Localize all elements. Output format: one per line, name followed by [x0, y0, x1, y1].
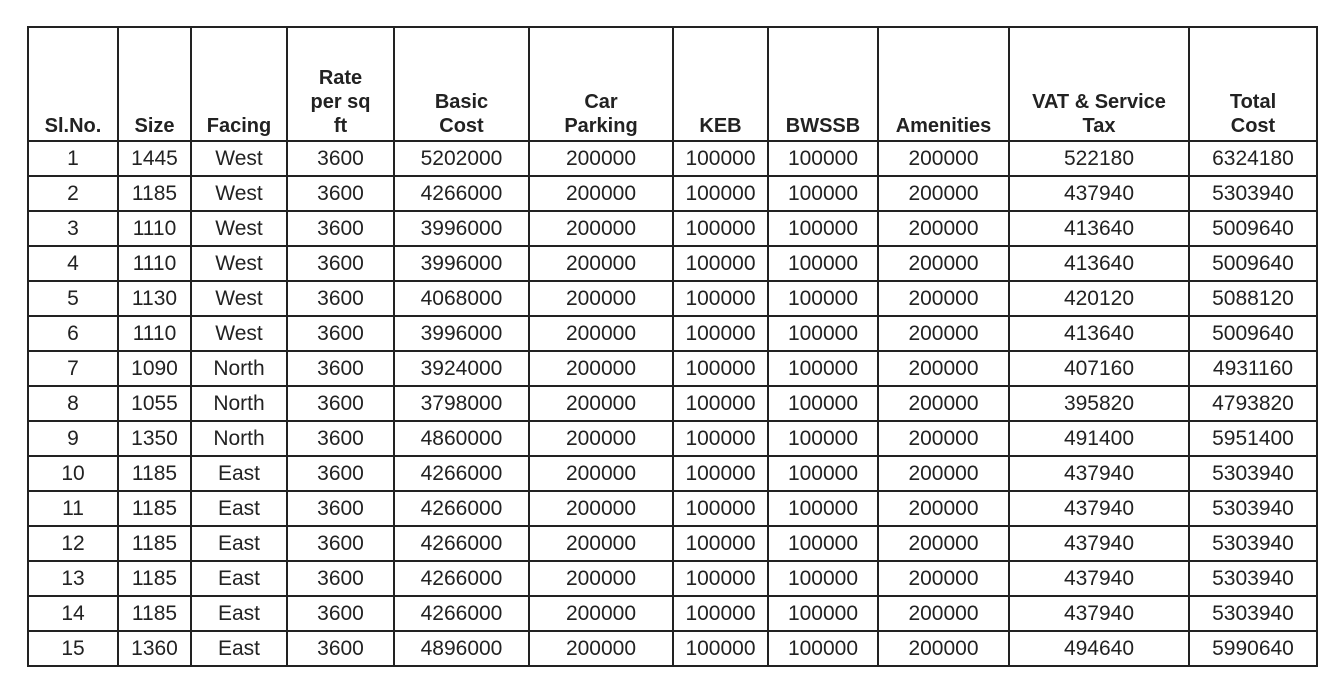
- cell-total-cost: 5303940: [1189, 561, 1317, 596]
- cell-rate: 3600: [287, 246, 394, 281]
- cell-car-parking: 200000: [529, 316, 673, 351]
- header-bwssb: [768, 27, 878, 141]
- header-basic-cost: [394, 27, 529, 141]
- cell-sl-no: 2: [28, 176, 118, 211]
- cell-size: 1185: [118, 561, 191, 596]
- table-row: [28, 456, 1317, 491]
- header-line: Cost: [439, 115, 484, 137]
- cell-keb: 100000: [673, 631, 768, 666]
- cell-total-cost: 4793820: [1189, 386, 1317, 421]
- cell-sl-no: 10: [28, 456, 118, 491]
- cell-bwssb: 100000: [768, 211, 878, 246]
- cell-bwssb: 100000: [768, 596, 878, 631]
- cell-car-parking: 200000: [529, 246, 673, 281]
- cell-vat-service-tax: 437940: [1009, 526, 1189, 561]
- cell-total-cost: 4931160: [1189, 351, 1317, 386]
- cell-keb: 100000: [673, 596, 768, 631]
- cell-bwssb: 100000: [768, 491, 878, 526]
- table-row: [28, 246, 1317, 281]
- cell-car-parking: 200000: [529, 386, 673, 421]
- cell-car-parking: 200000: [529, 176, 673, 211]
- table-body: [28, 141, 1317, 666]
- table-row: [28, 211, 1317, 246]
- cell-bwssb: 100000: [768, 456, 878, 491]
- cell-keb: 100000: [673, 176, 768, 211]
- header-row: [28, 27, 1317, 141]
- cell-sl-no: 12: [28, 526, 118, 561]
- cell-total-cost: 6324180: [1189, 141, 1317, 176]
- cell-keb: 100000: [673, 211, 768, 246]
- cell-basic-cost: 4266000: [394, 526, 529, 561]
- cell-vat-service-tax: 413640: [1009, 246, 1189, 281]
- table-row: [28, 631, 1317, 666]
- table-row: [28, 351, 1317, 386]
- cell-rate: 3600: [287, 456, 394, 491]
- table-row: [28, 421, 1317, 456]
- cell-size: 1110: [118, 211, 191, 246]
- cell-keb: 100000: [673, 526, 768, 561]
- cell-rate: 3600: [287, 421, 394, 456]
- cell-keb: 100000: [673, 386, 768, 421]
- cell-bwssb: 100000: [768, 631, 878, 666]
- cell-sl-no: 5: [28, 281, 118, 316]
- cell-basic-cost: 3996000: [394, 246, 529, 281]
- header-line: Basic: [434, 91, 489, 113]
- cell-size: 1350: [118, 421, 191, 456]
- header-vat-service-tax: [1009, 27, 1189, 141]
- cell-amenities: 200000: [878, 316, 1009, 351]
- cell-vat-service-tax: 413640: [1009, 211, 1189, 246]
- cell-amenities: 200000: [878, 386, 1009, 421]
- cell-amenities: 200000: [878, 456, 1009, 491]
- table-row: [28, 491, 1317, 526]
- cell-basic-cost: 4266000: [394, 456, 529, 491]
- header-facing: [191, 27, 287, 141]
- header-line: Tax: [1082, 115, 1116, 137]
- cell-car-parking: 200000: [529, 141, 673, 176]
- cell-vat-service-tax: 413640: [1009, 316, 1189, 351]
- cell-vat-service-tax: 437940: [1009, 456, 1189, 491]
- cell-rate: 3600: [287, 526, 394, 561]
- header-sl-no: [28, 27, 118, 141]
- cell-amenities: 200000: [878, 141, 1009, 176]
- cell-bwssb: 100000: [768, 246, 878, 281]
- cell-vat-service-tax: 407160: [1009, 351, 1189, 386]
- cell-amenities: 200000: [878, 176, 1009, 211]
- header-line: Rate: [318, 67, 363, 89]
- cell-vat-service-tax: 494640: [1009, 631, 1189, 666]
- cell-keb: 100000: [673, 281, 768, 316]
- cell-rate: 3600: [287, 561, 394, 596]
- cell-rate: 3600: [287, 351, 394, 386]
- cell-size: 1090: [118, 351, 191, 386]
- header-total-cost: [1189, 27, 1317, 141]
- cell-keb: 100000: [673, 316, 768, 351]
- table-row: [28, 561, 1317, 596]
- header-line: Car: [584, 91, 618, 113]
- cell-size: 1130: [118, 281, 191, 316]
- cell-bwssb: 100000: [768, 176, 878, 211]
- cell-sl-no: 1: [28, 141, 118, 176]
- table-row: [28, 526, 1317, 561]
- cell-basic-cost: 4896000: [394, 631, 529, 666]
- header-size: [118, 27, 191, 141]
- cell-amenities: 200000: [878, 561, 1009, 596]
- cell-sl-no: 3: [28, 211, 118, 246]
- cell-vat-service-tax: 522180: [1009, 141, 1189, 176]
- cell-keb: 100000: [673, 351, 768, 386]
- table-row: [28, 386, 1317, 421]
- cell-total-cost: 5009640: [1189, 246, 1317, 281]
- cost-table: [27, 26, 1318, 667]
- cell-size: 1185: [118, 176, 191, 211]
- cell-rate: 3600: [287, 281, 394, 316]
- cell-car-parking: 200000: [529, 631, 673, 666]
- header-line: Total: [1229, 91, 1277, 113]
- cell-basic-cost: 4266000: [394, 491, 529, 526]
- cell-basic-cost: 4266000: [394, 176, 529, 211]
- cell-vat-service-tax: 437940: [1009, 596, 1189, 631]
- cell-sl-no: 13: [28, 561, 118, 596]
- header-line: VAT & Service: [1032, 91, 1166, 113]
- cell-facing: West: [191, 281, 287, 316]
- cell-sl-no: 4: [28, 246, 118, 281]
- header-line: Cost: [1230, 115, 1276, 137]
- cell-basic-cost: 4860000: [394, 421, 529, 456]
- cell-sl-no: 6: [28, 316, 118, 351]
- cell-basic-cost: 3996000: [394, 316, 529, 351]
- cell-keb: 100000: [673, 421, 768, 456]
- cell-amenities: 200000: [878, 491, 1009, 526]
- header-line: ft: [333, 115, 348, 137]
- cell-total-cost: 5303940: [1189, 526, 1317, 561]
- cell-bwssb: 100000: [768, 316, 878, 351]
- cell-basic-cost: 4266000: [394, 596, 529, 631]
- cell-rate: 3600: [287, 141, 394, 176]
- header-amenities: [878, 27, 1009, 141]
- cell-amenities: 200000: [878, 526, 1009, 561]
- cell-basic-cost: 4266000: [394, 561, 529, 596]
- cell-vat-service-tax: 420120: [1009, 281, 1189, 316]
- cell-amenities: 200000: [878, 351, 1009, 386]
- cell-sl-no: 9: [28, 421, 118, 456]
- cell-total-cost: 5303940: [1189, 176, 1317, 211]
- cell-bwssb: 100000: [768, 141, 878, 176]
- table-row: [28, 316, 1317, 351]
- table-row: [28, 596, 1317, 631]
- cell-car-parking: 200000: [529, 281, 673, 316]
- cell-keb: 100000: [673, 561, 768, 596]
- cell-bwssb: 100000: [768, 351, 878, 386]
- cell-facing: East: [191, 631, 287, 666]
- cell-sl-no: 11: [28, 491, 118, 526]
- cell-vat-service-tax: 437940: [1009, 491, 1189, 526]
- cell-car-parking: 200000: [529, 526, 673, 561]
- cell-sl-no: 14: [28, 596, 118, 631]
- cell-keb: 100000: [673, 246, 768, 281]
- table-row: [28, 141, 1317, 176]
- cell-facing: West: [191, 246, 287, 281]
- cell-bwssb: 100000: [768, 421, 878, 456]
- cell-size: 1185: [118, 491, 191, 526]
- cell-total-cost: 5303940: [1189, 456, 1317, 491]
- header-rate-per-sq-ft: [287, 27, 394, 141]
- cell-sl-no: 8: [28, 386, 118, 421]
- cell-facing: North: [191, 351, 287, 386]
- cell-facing: East: [191, 491, 287, 526]
- cell-facing: West: [191, 176, 287, 211]
- cell-facing: West: [191, 316, 287, 351]
- cell-bwssb: 100000: [768, 281, 878, 316]
- cell-rate: 3600: [287, 386, 394, 421]
- cell-amenities: 200000: [878, 596, 1009, 631]
- cell-facing: East: [191, 561, 287, 596]
- cell-amenities: 200000: [878, 631, 1009, 666]
- header-line: Amenities: [895, 115, 992, 137]
- cell-car-parking: 200000: [529, 561, 673, 596]
- cell-total-cost: 5951400: [1189, 421, 1317, 456]
- cell-facing: West: [191, 141, 287, 176]
- cell-car-parking: 200000: [529, 421, 673, 456]
- cell-amenities: 200000: [878, 281, 1009, 316]
- cell-keb: 100000: [673, 456, 768, 491]
- cell-facing: West: [191, 211, 287, 246]
- cell-size: 1360: [118, 631, 191, 666]
- header-line: Facing: [206, 115, 272, 137]
- cell-car-parking: 200000: [529, 491, 673, 526]
- header-line: Parking: [564, 115, 638, 137]
- cell-basic-cost: 3996000: [394, 211, 529, 246]
- cell-total-cost: 5009640: [1189, 211, 1317, 246]
- cell-rate: 3600: [287, 316, 394, 351]
- table-row: [28, 281, 1317, 316]
- cell-keb: 100000: [673, 491, 768, 526]
- cell-amenities: 200000: [878, 211, 1009, 246]
- cell-facing: East: [191, 456, 287, 491]
- cell-basic-cost: 5202000: [394, 141, 529, 176]
- cell-bwssb: 100000: [768, 561, 878, 596]
- cell-facing: North: [191, 386, 287, 421]
- cell-facing: East: [191, 596, 287, 631]
- header-line: Size: [134, 115, 175, 137]
- cell-bwssb: 100000: [768, 526, 878, 561]
- cell-size: 1185: [118, 526, 191, 561]
- cell-total-cost: 5088120: [1189, 281, 1317, 316]
- cell-rate: 3600: [287, 596, 394, 631]
- cell-vat-service-tax: 395820: [1009, 386, 1189, 421]
- cell-total-cost: 5303940: [1189, 491, 1317, 526]
- cell-facing: North: [191, 421, 287, 456]
- header-line: BWSSB: [785, 115, 861, 137]
- header-line: per sq: [310, 91, 371, 113]
- cell-basic-cost: 4068000: [394, 281, 529, 316]
- cell-size: 1185: [118, 456, 191, 491]
- cell-total-cost: 5303940: [1189, 596, 1317, 631]
- cell-car-parking: 200000: [529, 456, 673, 491]
- header-line: KEB: [699, 115, 742, 137]
- cost-sheet: [27, 26, 1318, 667]
- cell-rate: 3600: [287, 491, 394, 526]
- header-line: Sl.No.: [44, 115, 102, 137]
- cell-rate: 3600: [287, 211, 394, 246]
- cell-size: 1110: [118, 316, 191, 351]
- cell-total-cost: 5009640: [1189, 316, 1317, 351]
- cell-car-parking: 200000: [529, 211, 673, 246]
- cell-rate: 3600: [287, 631, 394, 666]
- cell-sl-no: 7: [28, 351, 118, 386]
- cell-vat-service-tax: 437940: [1009, 176, 1189, 211]
- cell-bwssb: 100000: [768, 386, 878, 421]
- cell-basic-cost: 3924000: [394, 351, 529, 386]
- cell-size: 1110: [118, 246, 191, 281]
- cell-vat-service-tax: 437940: [1009, 561, 1189, 596]
- cell-facing: East: [191, 526, 287, 561]
- cell-car-parking: 200000: [529, 351, 673, 386]
- cell-car-parking: 200000: [529, 596, 673, 631]
- cell-vat-service-tax: 491400: [1009, 421, 1189, 456]
- cell-amenities: 200000: [878, 421, 1009, 456]
- header-car-parking: [529, 27, 673, 141]
- cell-rate: 3600: [287, 176, 394, 211]
- cell-amenities: 200000: [878, 246, 1009, 281]
- cell-total-cost: 5990640: [1189, 631, 1317, 666]
- table-row: [28, 176, 1317, 211]
- cell-size: 1185: [118, 596, 191, 631]
- cell-size: 1055: [118, 386, 191, 421]
- cell-basic-cost: 3798000: [394, 386, 529, 421]
- cell-keb: 100000: [673, 141, 768, 176]
- cell-sl-no: 15: [28, 631, 118, 666]
- cell-size: 1445: [118, 141, 191, 176]
- header-keb: [673, 27, 768, 141]
